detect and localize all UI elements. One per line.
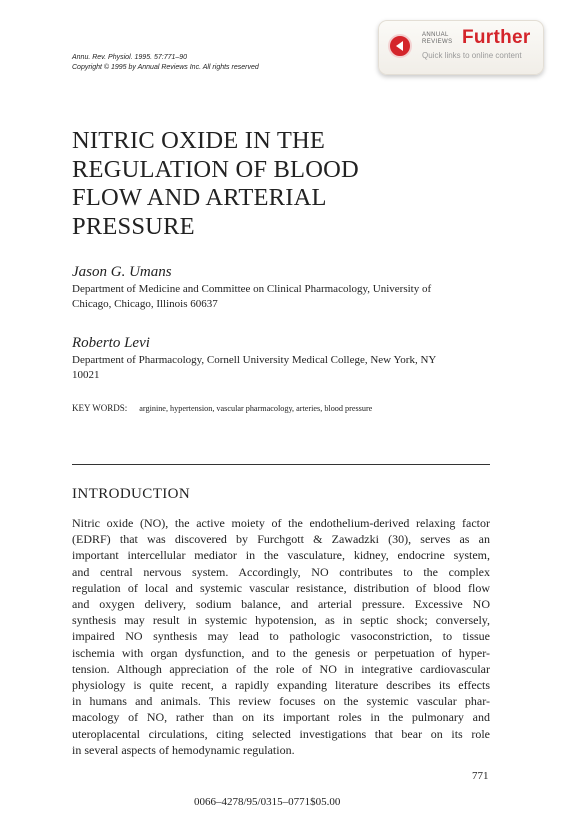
citation-line: Annu. Rev. Physiol. 1995. 57:771–90 xyxy=(72,54,188,61)
journal-citation xyxy=(72,53,259,73)
text-line: and oxygen delivery, sodium balance, and arterial pressure. Excessive NO xyxy=(72,597,490,612)
text-line: ischemia with organ dysfunction, and to the genesis or perpetuation of hyper- xyxy=(72,645,490,660)
author-affiliation xyxy=(72,282,492,312)
title-line: NITRIC OXIDE IN THE xyxy=(72,127,326,154)
copyright-line: Copyright © 1995 by Annual Reviews Inc. All rights reserved xyxy=(72,64,259,71)
section-heading: INTRODUCTION xyxy=(72,486,191,502)
text-line: Nitric oxide (NO), the active moiety of the endothelium-derived relaxing factor xyxy=(72,516,490,530)
title-line: PRESSURE xyxy=(72,212,195,240)
text-line: important intercellular mediator in the vasculature, kidney, endocrine system, xyxy=(72,548,490,563)
fee-code: 0066–4278/95/0315–0771$05.00 xyxy=(194,796,341,808)
author-affiliation xyxy=(72,353,492,383)
author-name: Roberto Levi xyxy=(72,335,150,351)
introduction-paragraph xyxy=(72,515,490,758)
affiliation-line: Chicago, Chicago, Illinois 60637 xyxy=(72,298,218,310)
text-line: in several aspects of hemodynamic regulation. xyxy=(72,742,295,757)
section-divider xyxy=(72,464,490,465)
text-line: uteroplacental circulations, citing selected investigations that bear on its role xyxy=(72,726,490,741)
title-line: FLOW AND ARTERIAL xyxy=(72,184,327,211)
affiliation-line: Department of Medicine and Committee on Clinical Pharmacology, University of xyxy=(72,283,432,295)
article-title xyxy=(72,127,392,241)
text-line: physiology is quite recent, a rapidly expanding literature describes its effects xyxy=(72,678,490,693)
keywords xyxy=(72,402,372,415)
text-line: (EDRF) that was discovered by Furchgott & Zawadzki (30), serves as an xyxy=(72,532,490,547)
further-tagline: Quick links to online content xyxy=(422,51,522,60)
arrow-left-icon xyxy=(388,34,412,58)
text-line: and central nervous system. Accordingly, NO contributes to the complex xyxy=(72,564,490,579)
affiliation-line: Department of Pharmacology, Cornell University Medical College, New York, NY xyxy=(72,354,437,366)
text-line: tension. Although appreciation of the role of NO in integrative cardiovascular xyxy=(72,661,490,676)
affiliation-line: 10021 xyxy=(72,369,100,381)
annual-reviews-wordmark: ANNUAL REVIEWS xyxy=(422,32,453,45)
page-number: 771 xyxy=(472,770,489,782)
title-line: REGULATION OF BLOOD xyxy=(72,155,359,183)
author-name: Jason G. Umans xyxy=(72,264,172,280)
further-links-button[interactable] xyxy=(378,20,544,75)
further-wordmark: Further xyxy=(462,27,531,48)
text-line: regulation of local and systemic vascular resistance, distribution of blood flow xyxy=(72,580,490,595)
keywords-label: KEY WORDS: xyxy=(72,403,128,413)
text-line: macology of NO, rather than on its important roles in the pulmonary and xyxy=(72,710,490,725)
keywords-values: arginine, hypertension, vascular pharmacology, arteries, blood pressure xyxy=(139,404,373,413)
text-line: in humans and animals. This review focuses on the systemic vascular phar- xyxy=(72,694,490,709)
text-line: impaired NO synthesis may lead to pathologic vasoconstriction, to tissue xyxy=(72,629,490,644)
text-line: synthesis may result in systemic hypotension, as in septic shock; conversely, xyxy=(72,613,490,628)
